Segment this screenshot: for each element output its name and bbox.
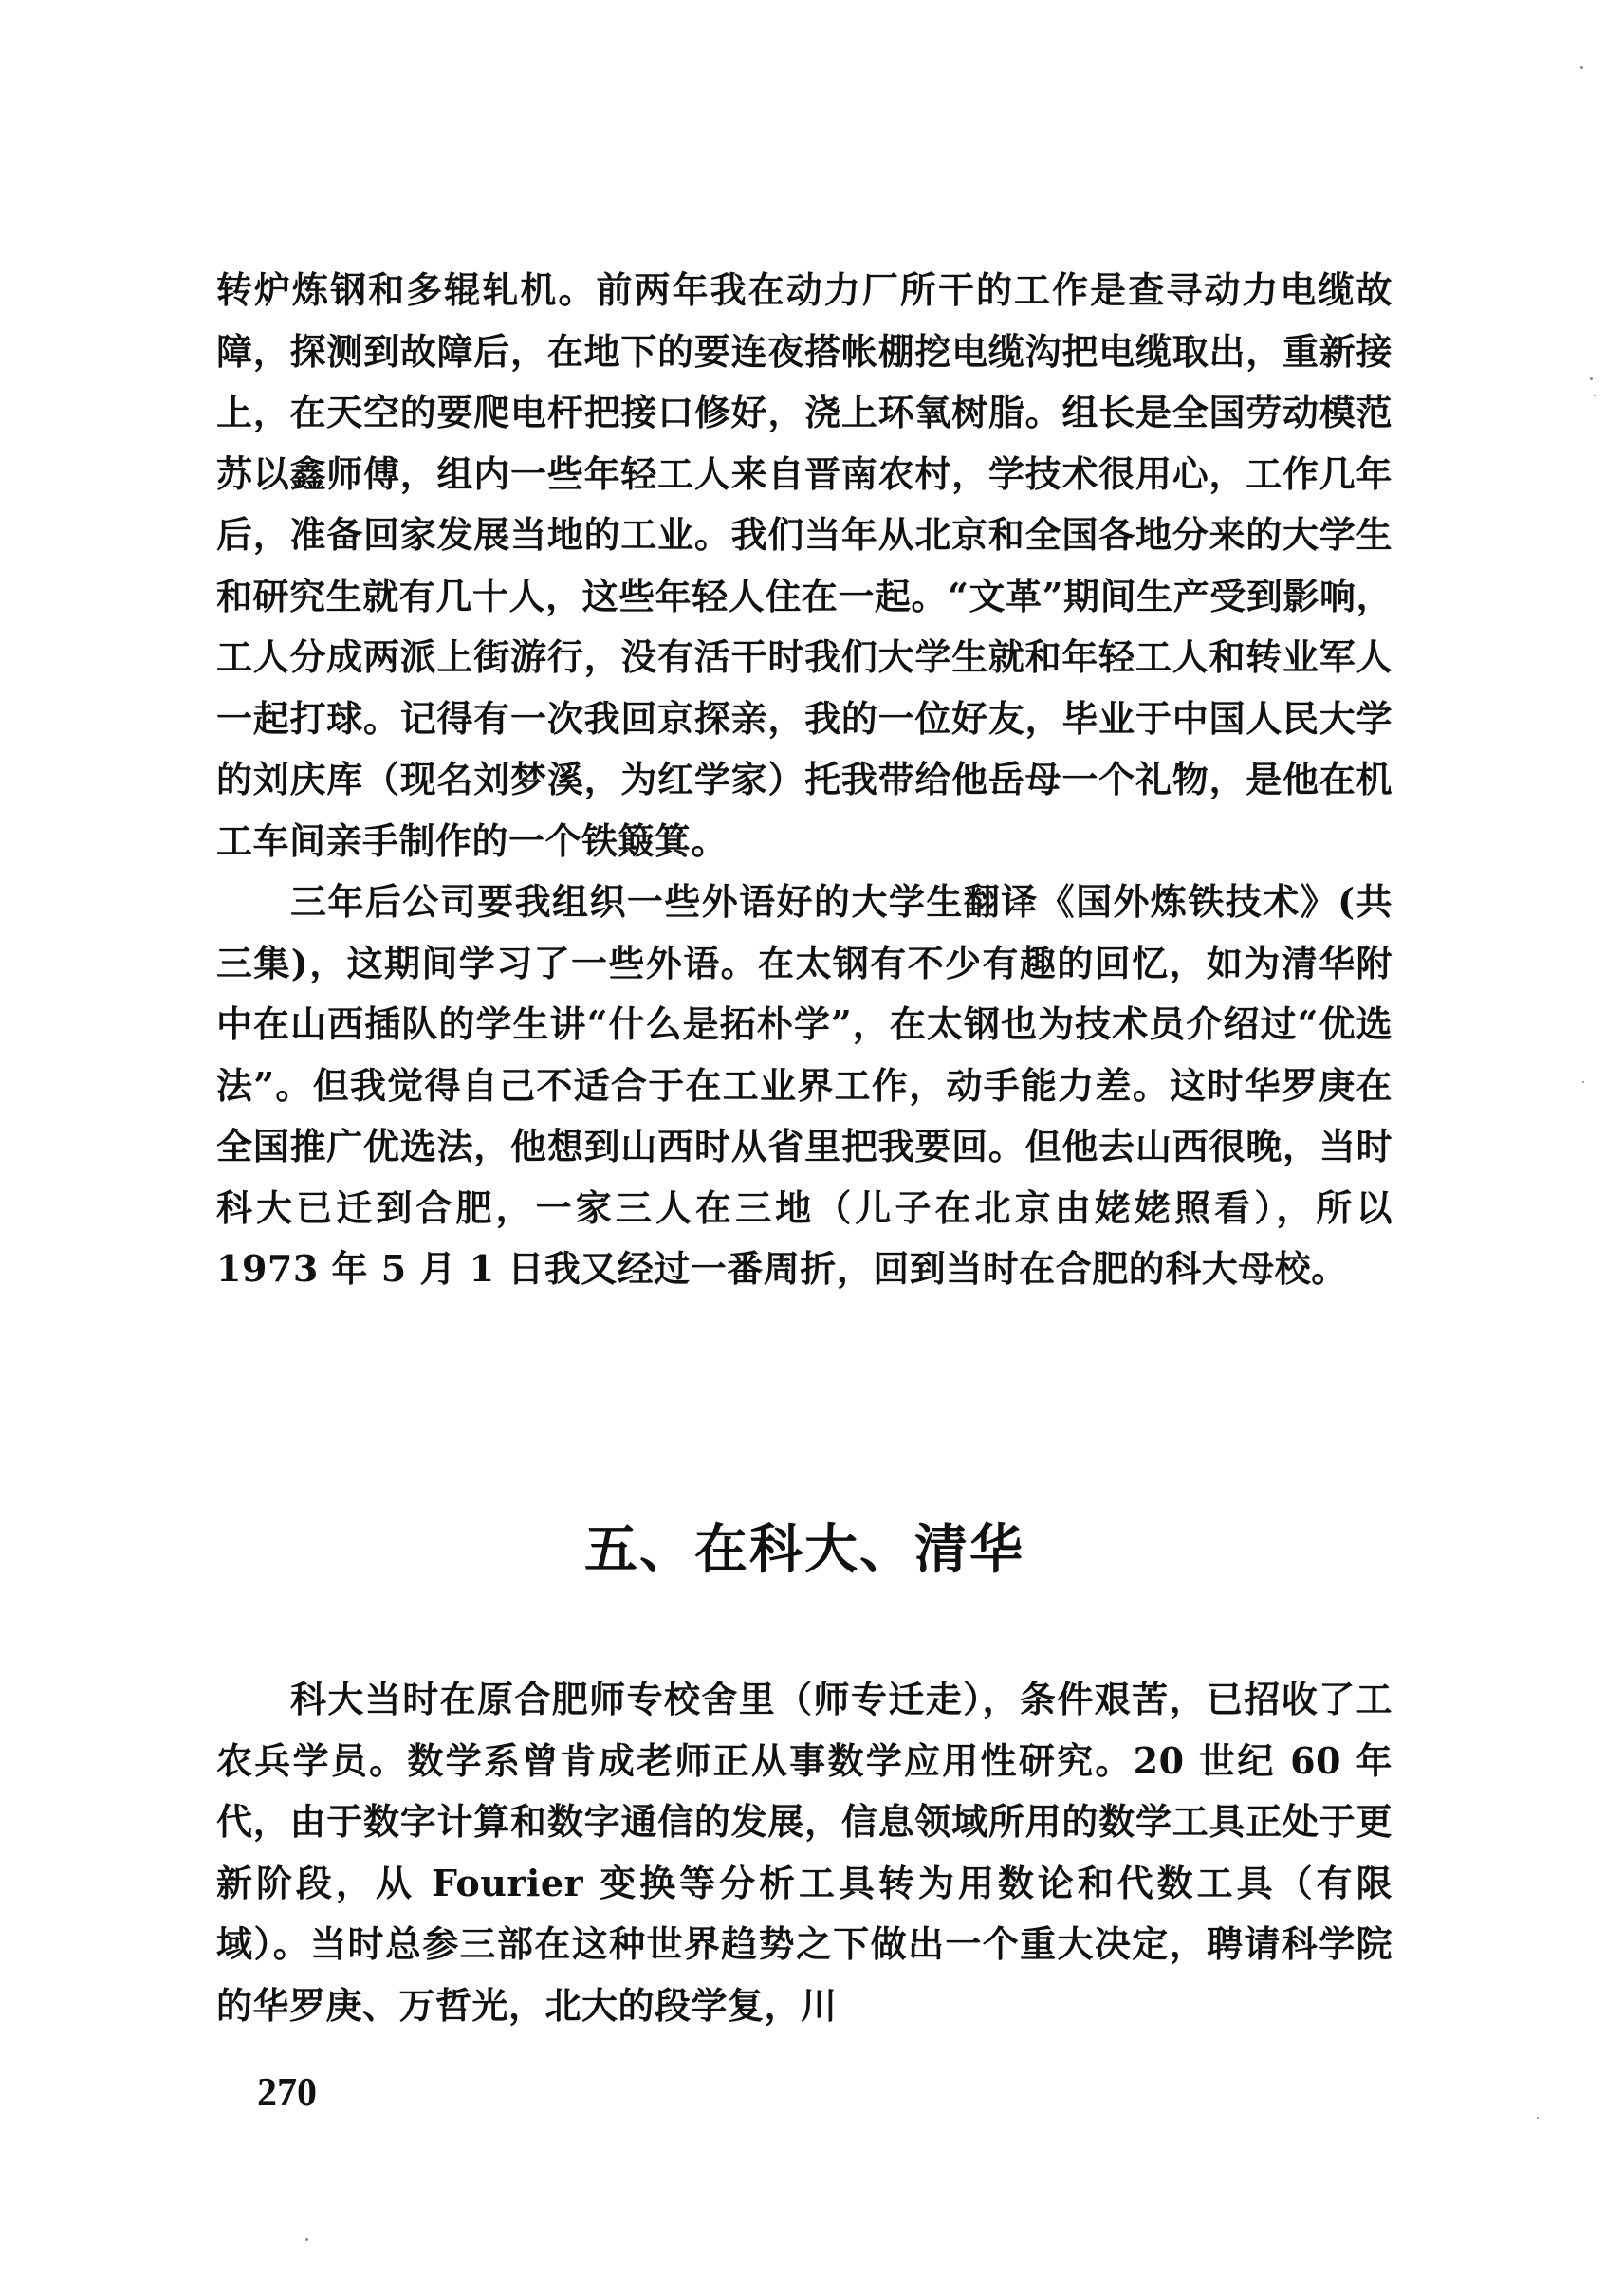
scan-speck — [1590, 377, 1593, 380]
body-text-top — [216, 260, 1393, 1300]
body-text-section — [216, 1669, 1393, 2036]
scan-speck — [305, 2238, 308, 2241]
scan-speck — [1537, 2117, 1539, 2119]
paragraph: 转炉炼钢和多辊轧机。前两年我在动力厂所干的工作是查寻动力电缆故障，探测到故障后，在地下的要连夜搭帐棚挖电缆沟把电缆取出，重新接上，在天空的要爬电杆把接口修好，浇上环氧树脂。组长是全国劳动模范苏以鑫师傅，组内一些年轻工人来自晋南农村，学技术很用心，工作几年后，准备回家发展当地的工业。我们当年从北京和全国各地分来的大学生和研究生就有几十人，这些年轻人住在一起。“文革”期间生产受到影响，工人分成两派上街游行，没有活干时我们大学生就和年轻工人和转业军人一起打球。记得有一次我回京探亲，我的一位好友，毕业于中国人民大学的刘庆库（现名刘梦溪，为红学家）托我带给他岳母一个礼物，是他在机工车间亲手制作的一个铁簸箕。 — [216, 268, 1393, 862]
scan-speck — [1582, 1081, 1584, 1083]
section-heading: 五、在科大、清华 — [584, 1519, 1024, 1581]
page-number: 270 — [257, 2071, 317, 2115]
paragraph: 科大当时在原合肥师专校舍里（师专迁走），条件艰苦，已招收了工农兵学员。数学系曾肯成老师正从事数学应用性研究。20 世纪 60 年代，由于数字计算和数字通信的发展，信息领域所用的数学工具正处于更新阶段，从 Fourier 变换等分析工具转为用数论和代数工具（有限域）。当时总参三部在这种世界趋势之下做出一个重大决定，聘请科学院的华罗庚、万哲光，北大的段学复，川 — [216, 1678, 1393, 2027]
scan-speck — [1594, 395, 1596, 396]
scan-speck — [1580, 66, 1583, 69]
paragraph: 三年后公司要我组织一些外语好的大学生翻译《国外炼铁技术》(共三集)，这期间学习了一些外语。在太钢有不少有趣的回忆，如为清华附中在山西插队的学生讲“什么是拓朴学”，在太钢也为技术员介绍过“优选法”。但我觉得自己不适合于在工业界工作，动手能力差。这时华罗庚在全国推广优选法，他想到山西时从省里把我要回。但他去山西很晚，当时科大已迁到合肥，一家三人在三地（儿子在北京由姥姥照看），所以 1973 年 5 月 1 日我又经过一番周折，回到当时在合肥的科大母校。 — [216, 880, 1393, 1290]
